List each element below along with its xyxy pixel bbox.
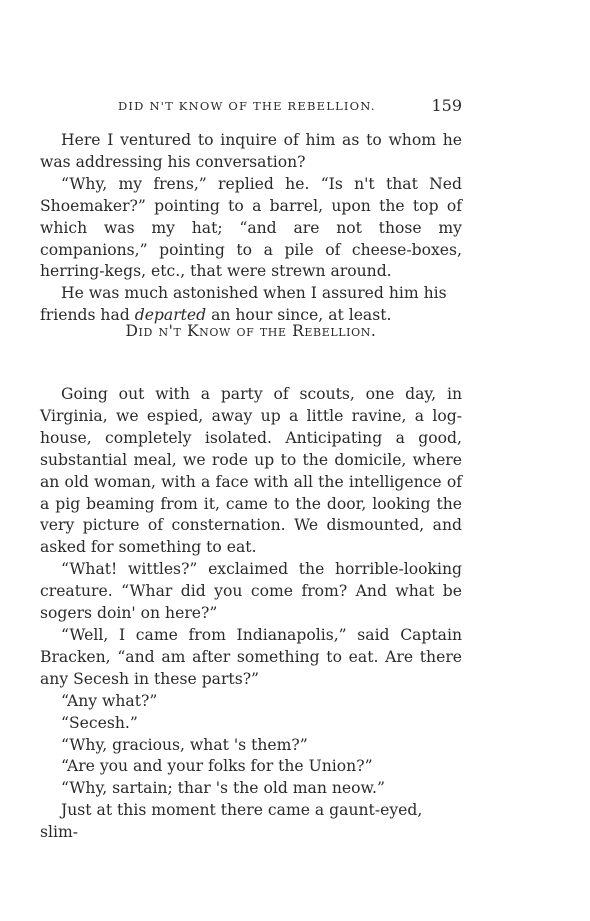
paragraph-text: He was much astonished when I assured him his friends had [40, 284, 447, 325]
paragraph: “Why, gracious, what 's them?” [61, 735, 308, 754]
running-title: DID N'T KNOW OF THE REBELLION. [118, 99, 376, 113]
paragraph: “What! wittles?” exclaimed the horrible-looking creature. “Whar did you come from? And what be sogers doin' on here?” [40, 560, 462, 623]
paragraph: “Why, sartain; thar 's the old man neow.” [61, 779, 385, 798]
page-number: 159 [431, 96, 462, 115]
paragraph-text: an hour since, at least. [206, 306, 392, 325]
paragraph: “Any what?” [61, 691, 158, 710]
paragraph: “Secesh.” [61, 713, 138, 732]
paragraph: Here I ventured to inquire of him as to whom he was addressing his conversation? [40, 131, 462, 171]
emphasis-text: departed [134, 306, 207, 325]
running-head [40, 96, 462, 118]
paragraph [40, 283, 462, 327]
paragraph: “Well, I came from Indianapolis,” said Captain Bracken, “and am after something to eat. Are there any Secesh in these parts?” [40, 625, 462, 688]
paragraph: Just at this moment there came a gaunt-eyed, slim- [40, 801, 423, 842]
text-block-bottom [40, 384, 462, 844]
paragraph: “Are you and your folks for the Union?” [61, 757, 373, 776]
section-heading: Did n't Know of the Rebellion. [125, 322, 377, 340]
paragraph: Going out with a party of scouts, one day, in Virginia, we espied, away up a little ravine, a log-house, completely isolated. Anticipating a good, substantial meal, we rode up to the domicile, where an old woman, with a face with all the intelligence of a pig beaming from it, came to the door, looking the very picture of consternation. We dismounted, and asked for something to eat. [40, 385, 462, 557]
paragraph: “Why, my frens,” replied he. “Is n't that Ned Shoemaker?” pointing to a barrel, upon the top of which was my hat; “and are not those my companions,” pointing to a pile of cheese-boxes, herring-kegs, etc., that were strewn around. [40, 174, 462, 281]
text-block-top [40, 130, 462, 327]
